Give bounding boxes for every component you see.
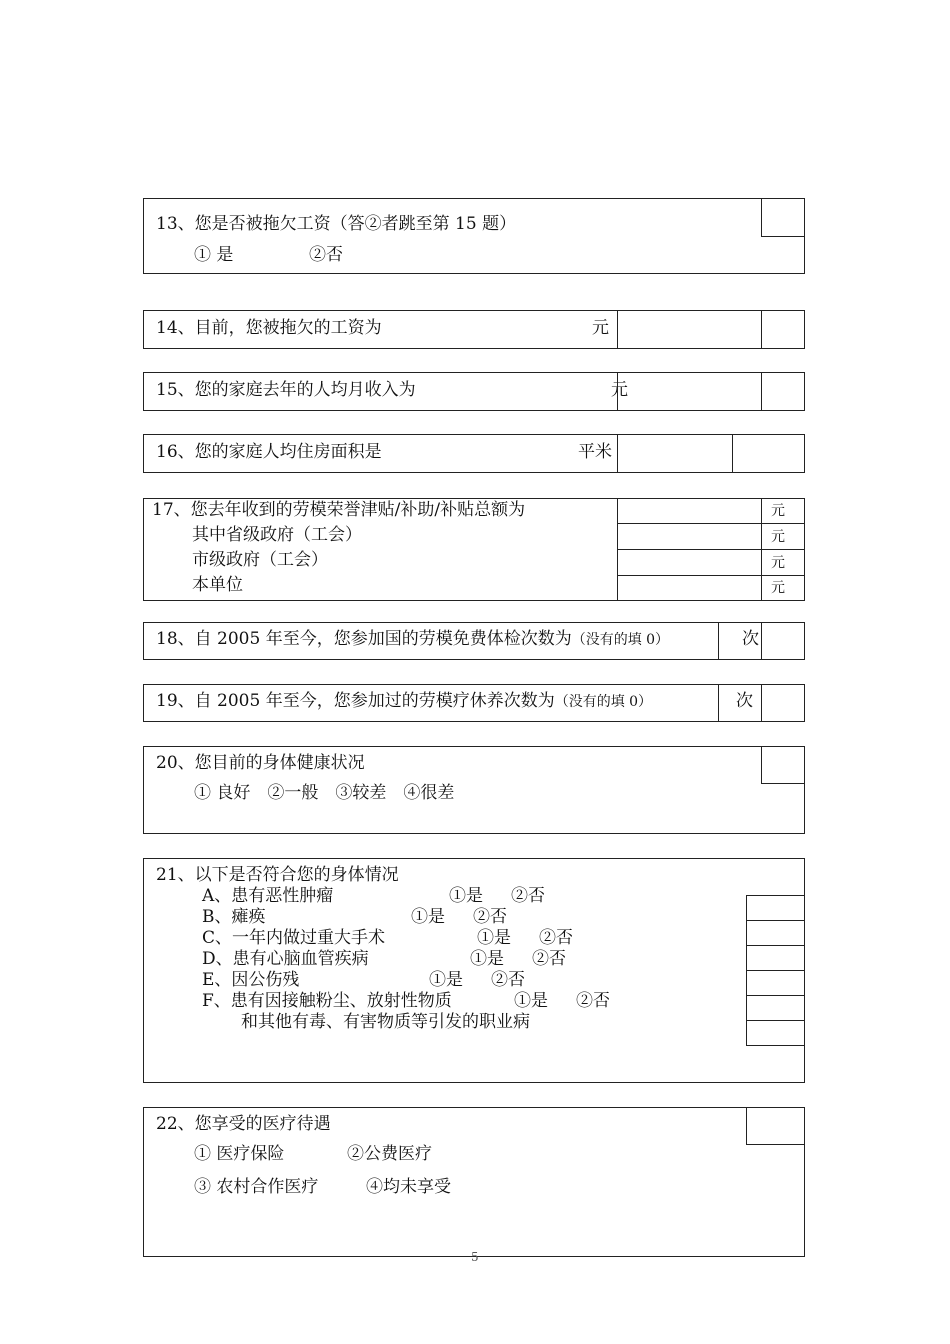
q14-text: 14、目前，您被拖欠的工资为 (156, 318, 382, 338)
page-number: 5 (471, 1250, 479, 1264)
q17-text: 17、您去年收到的劳模荣誉津贴/补助/补贴总额为 (152, 500, 526, 520)
q21-item-f-continuation: 和其他有毒、有害物质等引发的职业病 (241, 1012, 530, 1032)
q17-unit-label-3: 元 (771, 555, 785, 571)
q22-option-insurance[interactable]: ① 医疗保险 (194, 1144, 285, 1164)
q19-unit: 次 (736, 691, 753, 711)
q13-text: 13、您是否被拖欠工资（答②者跳至第 15 题） (156, 214, 517, 234)
q17-row-provincial: 其中省级政府（工会） (192, 525, 362, 545)
q21-item-f-yes[interactable]: ①是 (514, 991, 548, 1011)
q17-total-input[interactable] (618, 499, 761, 523)
q21-item-d-no[interactable]: ②否 (532, 949, 566, 969)
q21-item-c-yes[interactable]: ①是 (477, 928, 511, 948)
q19-count-input[interactable] (762, 685, 804, 721)
q21-item-a-label: A、患有恶性肿瘤 (202, 886, 334, 906)
q21-answer-cell-a[interactable] (747, 896, 804, 920)
q20-text: 20、您目前的身体健康状况 (156, 753, 365, 773)
q22-text: 22、您享受的医疗待遇 (156, 1114, 331, 1134)
q18-divider-1 (718, 622, 719, 660)
q21-item-e-yes[interactable]: ①是 (429, 970, 463, 990)
q19-note: （没有的填 0） (554, 694, 653, 710)
q22-option-public[interactable]: ②公费医疗 (347, 1144, 432, 1164)
q21-item-c-label: C、一年内做过重大手术 (202, 928, 386, 948)
q21-item-c-no[interactable]: ②否 (539, 928, 573, 948)
q19-divider-1 (718, 684, 719, 722)
q20-options[interactable]: ① 良好 ②一般 ③较差 ④很差 (194, 783, 455, 803)
q18-count-input[interactable] (762, 623, 804, 659)
q17-municipal-input[interactable] (618, 550, 761, 575)
q21-answer-cell-f[interactable] (747, 1021, 804, 1045)
q18-text (156, 631, 669, 648)
q21-item-f-label: F、患有因接触粉尘、放射性物质 (202, 991, 452, 1011)
q21-item-b-label: B、瘫痪 (202, 907, 266, 927)
q21-item-b-yes[interactable]: ①是 (411, 907, 445, 927)
q15-amount-input[interactable] (618, 373, 761, 410)
q17-provincial-input[interactable] (618, 524, 761, 549)
q17-unit-label-4: 元 (771, 580, 785, 596)
q22-answer-cell[interactable] (746, 1107, 805, 1145)
q13-option-yes[interactable]: ① 是 (194, 245, 234, 265)
q21-item-a-no[interactable]: ②否 (511, 886, 545, 906)
q18-note: （没有的填 0） (571, 632, 670, 648)
q15-text: 15、您的家庭去年的人均月收入为 (156, 380, 416, 400)
q17-unit-input[interactable] (618, 576, 761, 600)
q21-answer-line-6 (746, 1045, 805, 1046)
q21-item-d-yes[interactable]: ①是 (470, 949, 504, 969)
q21-text: 21、以下是否符合您的身体情况 (156, 865, 399, 885)
q14-unit: 元 (592, 318, 609, 338)
q21-answer-cell-e[interactable] (747, 996, 804, 1020)
q17-unit-label-1: 元 (771, 503, 785, 519)
q16-text: 16、您的家庭人均住房面积是 (156, 442, 382, 462)
q21-item-b-no[interactable]: ②否 (473, 907, 507, 927)
q15-code-cell[interactable] (762, 373, 804, 410)
q21-item-d-label: D、患有心脑血管疾病 (202, 949, 369, 969)
q21-item-e-no[interactable]: ②否 (491, 970, 525, 990)
q13-answer-cell[interactable] (761, 198, 805, 237)
q19-question: 19、自 2005 年至今，您参加过的劳模疗休养次数为 (156, 691, 555, 711)
q14-code-cell[interactable] (762, 311, 804, 348)
q13-box (143, 198, 805, 274)
q21-answer-cell-b[interactable] (747, 921, 804, 945)
q21-item-e-label: E、因公伤残 (202, 970, 300, 990)
q17-unit-label-2: 元 (771, 529, 785, 545)
q16-unit: 平米 (578, 442, 612, 462)
q20-answer-cell[interactable] (761, 746, 805, 784)
q21-item-f-no[interactable]: ②否 (576, 991, 610, 1011)
q14-amount-input[interactable] (618, 311, 761, 348)
q21-item-a-yes[interactable]: ①是 (449, 886, 483, 906)
q17-row-unit: 本单位 (192, 575, 243, 595)
q18-question: 18、自 2005 年至今，您参加国的劳模免费体检次数为 (156, 629, 572, 649)
q22-option-none[interactable]: ④均未享受 (366, 1177, 451, 1197)
q16-code-cell[interactable] (733, 435, 804, 472)
q16-area-input[interactable] (618, 435, 732, 472)
q18-unit: 次 (742, 629, 759, 649)
q21-answer-cell-d[interactable] (747, 971, 804, 995)
q15-unit: 元 (611, 380, 628, 400)
q17-row-municipal: 市级政府（工会） (192, 550, 328, 570)
q21-answer-cell-c[interactable] (747, 946, 804, 970)
q19-text (156, 693, 652, 710)
q22-option-rural[interactable]: ③ 农村合作医疗 (194, 1177, 319, 1197)
q13-option-no[interactable]: ②否 (309, 245, 343, 265)
